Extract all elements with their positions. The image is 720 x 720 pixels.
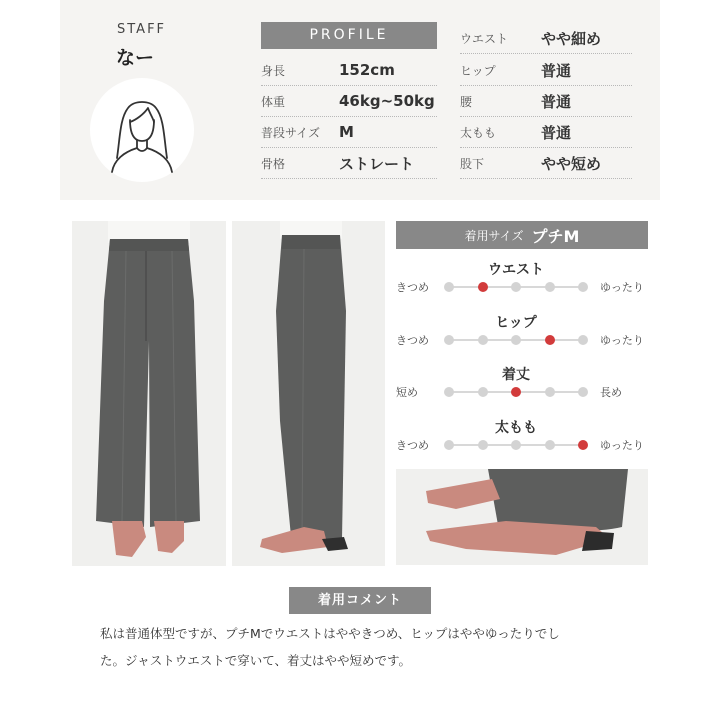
profile-row-value: 46kg~50kg [339,92,435,110]
fit-scale-dot [478,335,488,345]
comment-header: 着用コメント [289,587,431,614]
profile-row-usual-size [261,117,437,148]
fit-scale-dot [444,440,454,450]
fit-scale-title-hip: ヒップ [495,315,537,331]
profile-row-inseam [460,148,632,179]
profile-row-label: 股下 [460,156,485,171]
fit-scale-right-label: 長め [600,386,622,399]
fit-size-header [396,221,648,249]
fit-scale-thigh [444,439,588,451]
profile-row-frame [261,148,437,179]
profile-row-label: 普段サイズ [261,125,321,140]
fit-size-label: 着用サイズ [464,228,524,243]
profile-row-weight [261,86,437,117]
fit-scale-waist [444,281,588,293]
fit-scale-title-length: 着丈 [502,367,530,383]
profile-row-label: ウエスト [460,31,509,46]
profile-row-label: 身長 [261,63,286,78]
profile-row-value: 普通 [541,61,572,80]
profile-row-label: 太もも [460,125,497,140]
shoes-closeup-photo [396,469,648,565]
fit-scale-right-label: ゆったり [600,281,644,294]
fit-scale-right-label: ゆったり [600,439,644,452]
fit-scale-dot [545,387,555,397]
fit-scale-left-label: きつめ [396,439,429,452]
profile-row-value: やや短め [541,154,602,173]
fit-scale-left-label: きつめ [396,281,429,294]
fit-scale-dot [511,282,521,292]
comment-line: た。ジャストウエストで穿いて、着丈はやや短めです。 [100,653,412,668]
fit-scale-dot [578,282,588,292]
fit-scale-dot-selected [511,387,521,397]
fit-scale-left-label: きつめ [396,334,429,347]
staff-name: なー [116,47,155,69]
profile-row-value: 152cm [339,61,395,79]
profile-header: PROFILE [261,22,437,49]
fit-scale-title-thigh: 太もも [495,420,537,436]
staff-label: STAFF [117,22,167,37]
profile-row-value: やや細め [541,29,602,48]
fit-scale-length [444,386,588,398]
fit-scale-dot [444,387,454,397]
profile-row-value: 普通 [541,92,572,111]
fit-scale-dot [444,282,454,292]
fit-scale-dot [578,335,588,345]
fit-scale-hip [444,334,588,346]
pants-side-photo [232,221,385,566]
fit-scale-dot-selected [578,440,588,450]
profile-row-label: ヒップ [460,63,496,78]
pants-front-photo [72,221,226,566]
profile-row-waist [460,23,632,54]
profile-row-label: 腰 [460,94,473,109]
fit-scale-dot-selected [545,335,555,345]
comment-text [100,620,625,674]
fit-scale-title-waist: ウエスト [488,262,544,278]
profile-row-value: 普通 [541,123,572,142]
fit-size-value: プチM [531,226,580,246]
comment-line: 私は普通体型ですが、プチMでウエストはややきつめ、ヒップはややゆったりでし [100,626,560,641]
fit-scale-dot [511,440,521,450]
fit-scale-left-label: 短め [396,386,418,399]
profile-row-lower-back [460,86,632,117]
fit-scale-dot [444,335,454,345]
profile-row-hip [460,55,632,86]
fit-scale-dot [478,387,488,397]
profile-row-value: M [339,123,354,141]
fit-scale-dot [545,282,555,292]
staff-avatar [90,78,194,182]
woman-avatar-icon [90,78,194,182]
fit-scale-dot [545,440,555,450]
profile-row-value: ストレート [339,154,415,173]
profile-row-thigh [460,117,632,148]
fit-scale-dot [511,335,521,345]
fit-scale-dot [578,387,588,397]
profile-row-label: 体重 [261,94,286,109]
fit-scale-dot [478,440,488,450]
profile-row-height [261,55,437,86]
profile-row-label: 骨格 [261,156,286,171]
fit-scale-right-label: ゆったり [600,334,644,347]
fit-scale-dot-selected [478,282,488,292]
